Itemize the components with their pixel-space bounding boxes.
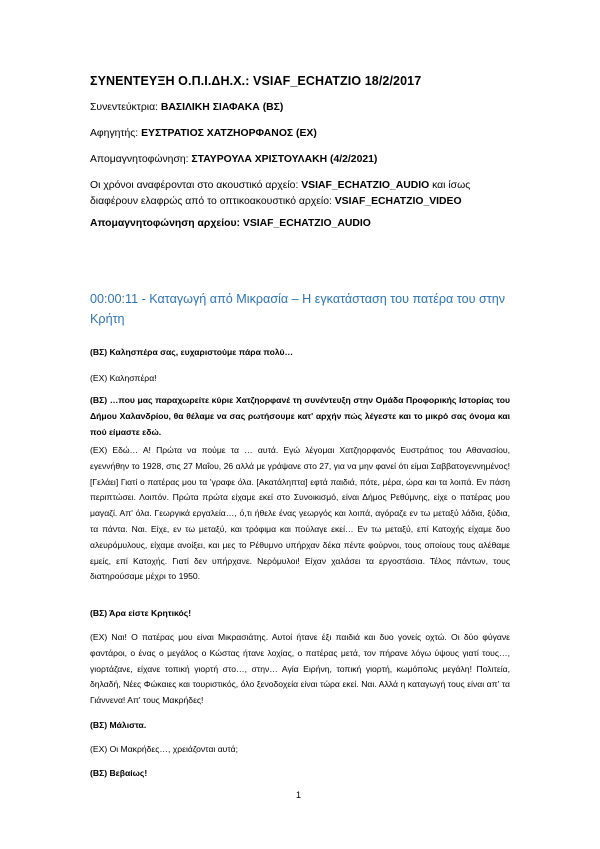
times-video-file: VSIAF_ECHATZIO_VIDEO xyxy=(334,196,462,207)
narrator-line xyxy=(90,126,520,142)
interviewer-value: ΒΑΣΙΛΙΚΗ ΣΙΑΦΑΚΑ (ΒΣ) xyxy=(160,102,284,113)
transcriber-line xyxy=(90,152,520,168)
times-note xyxy=(90,178,520,210)
transcript-paragraph: (ΒΣ) Μάλιστα. xyxy=(90,720,147,730)
interviewer-label: Συνεντεύκτρια: xyxy=(90,102,161,113)
transcriber-label: Απομαγνητοφώνηση: xyxy=(90,154,192,165)
transcriber-value: ΣΤΑΥΡΟΥΛΑ ΧΡΙΣΤΟΥΛΑΚΗ (4/2/2021) xyxy=(191,154,378,165)
transcript-paragraph: (ΕΧ) Εδώ… Α! Πρώτα να πούμε τα … αυτά. Εγώ λέγομαι Χατζηορφανός Ευστράτιος του Αθανασίου, εγεννήθην το 1928, στις 27 Μαΐου, 26 αλλά με γράψανε στο 27, για να μην φανεί ότι είμαι Σαββατογεννημένος! [Γελάει] Γιατί ο πατέρας μου τα 'γραφε όλα. [Ακατάληπτα] εφτά παιδιά, πότε, μέρα, ώρα και τα λοιπά. Εν πάση περιπτώσει. Λοιπόν. Πρώτα πρώτα είχαμε εκεί στο Συνοικισμό, είναι Δήμος Ρεθύμνης, είχε ο πατέρας μου μαγαζί. Απ' όλα. Γεωργικά εργαλεία…, ό,τι ήθελε ένας γεωργός και λοιπά, αγόραζε εν τω μεταξύ λάδια, ξύδια, τα πάντα. Ναι. Είχε, εν τω μεταξύ, και τρόφιμα και πούλαγε εκεί… Εν τω μεταξύ, επί Κατοχής είχαμε δυο αλευρόμυλους, είχαμε ανοίξει, και μες το Ρέθυμνο υπήρχαν δέκα πέντε φούρνοι, τους οποίους τους αλέθαμε εμείς, επί Κατοχής. Γιατί δεν υπήρχανε. Νερόμυλοι! Είχαν χαλάσει τα εργοστάσια. Τέλος πάντων, τους διατηρούσαμε μέχρι το 1950. xyxy=(90,445,510,582)
file-line-text: Απομαγνητοφώνηση αρχείου: VSIAF_ECHATZIO_AUDIO xyxy=(90,218,371,229)
transcript-paragraph: (ΒΣ) Βεβαίως! xyxy=(90,768,148,778)
section-heading: 00:00:11 - Καταγωγή από Μικρασία – Η εγκατάσταση του πατέρα του στην Κρήτη xyxy=(90,292,506,326)
times-text-2: και ίσως διαφέρουν ελαφρώς από το οπτικοακουστικό αρχείο: xyxy=(90,180,471,207)
transcript-paragraph: (ΒΣ) …που μας παραχωρείτε κύριε Χατζηορφανέ τη συνέντευξη στην Ομάδα Προφορικής Ιστορίας του Δήμου Χαλανδρίου, θα θέλαμε να σας ρωτήσουμε κατ' αρχήν πώς λέγεστε και το μικρό σας όνομα και πού είμαστε εδώ. xyxy=(90,395,510,437)
file-line xyxy=(90,216,520,232)
transcript-paragraph: (ΕΧ) Ναι! Ο πατέρας μου είναι Μικρασιάτης. Αυτοί ήτανε έξι παιδιά και δυο γονείς οχτώ. Οι δύο φύγανε φαντάροι, ο ένας ο μεγάλος ο Κώστας ήτανε λοχίας, ο πατέρας μετά, τον πήρανε λόγω ύψους γιατί τους…, γιορτάζανε, είχανε τοπική γιορτή στο…, στην… Αγία Ειρήνη, τοπική γιορτή, κωμόπολις μεγάλη! Πολιτεία, δηλαδή, Νέες Φώκαιες και τουριστικός, όλο ξενοδοχεία είναι τώρα εκεί. Ναι. Αλλά η καταγωγή τους είναι απ' τα Γιάννενα! Απ' τους Μακρήδες! xyxy=(90,632,510,706)
transcript-paragraph: (ΕΧ) Καλησπέρα! xyxy=(90,373,157,383)
narrator-value: ΕΥΣΤΡΑΤΙΟΣ ΧΑΤΖΗΟΡΦΑΝΟΣ (ΕΧ) xyxy=(141,128,317,139)
times-text-1: Οι χρόνοι αναφέρονται στο ακουστικό αρχείο: xyxy=(90,180,302,191)
transcript-paragraph: (ΒΣ) Καλησπέρα σας, ευχαριστούμε πάρα πολύ… xyxy=(90,347,294,357)
document-title: ΣΥΝΕΝΤΕΥΞΗ Ο.Π.Ι.ΔΗ.Χ.: VSIAF_ECHATZIO 18/2/2017 xyxy=(90,74,422,88)
page-number: 1 xyxy=(296,790,302,800)
times-audio-file: VSIAF_ECHATZIO_AUDIO xyxy=(301,180,430,191)
interviewer-line xyxy=(90,100,520,116)
transcript-paragraph: (ΒΣ) Άρα είστε Κρητικός! xyxy=(90,608,192,618)
transcript-paragraph: (ΕΧ) Οι Μακρήδες…, χρειάζονται αυτά; xyxy=(90,744,239,754)
narrator-label: Αφηγητής: xyxy=(90,128,142,139)
